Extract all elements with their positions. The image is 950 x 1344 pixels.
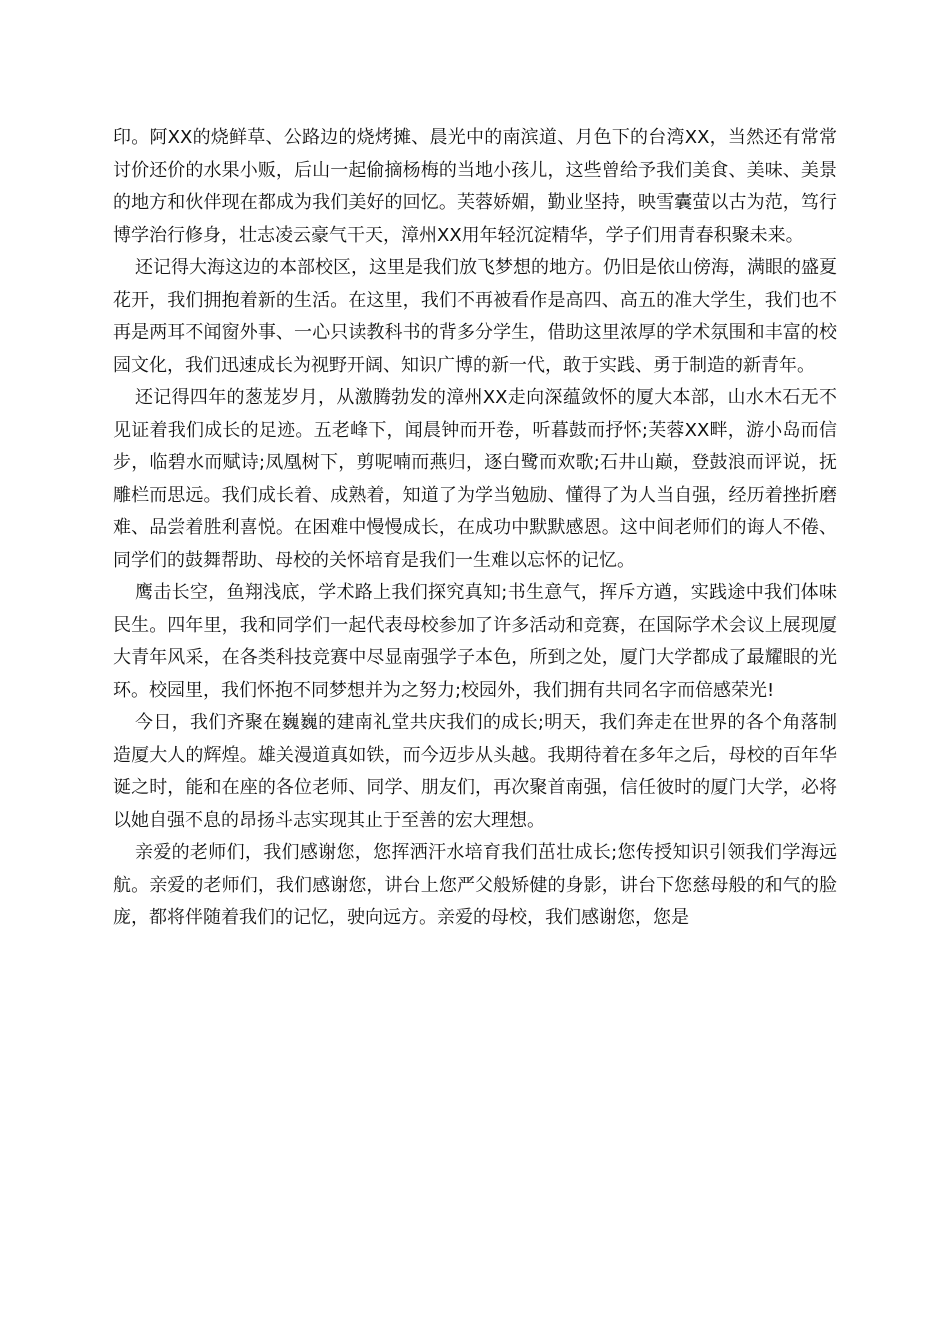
paragraph-5: 今日，我们齐聚在巍巍的建南礼堂共庆我们的成长;明天，我们奔走在世界的各个角落制造厦大人的辉煌。雄关漫道真如铁，而今迈步从头越。我期待着在多年之后，母校的百年华诞之时，能和在座的各位老师、同学、朋友们，再次聚首南强，信任彼时的厦门大学，必将以她自强不息的昂扬斗志实现其止于至善的宏大理想。 <box>113 712 837 831</box>
paragraph-4: 鹰击长空，鱼翔浅底，学术路上我们探究真知;书生意气，挥斥方遒，实践途中我们体味民生。四年里，我和同学们一起代表母校参加了许多活动和竞赛，在国际学术会议上展现厦大青年风采，在各类科技竞赛中尽显南强学子本色，所到之处，厦门大学都成了最耀眼的光环。校园里，我们怀抱不同梦想并为之努力;校园外，我们拥有共同名字而倍感荣光! <box>113 582 837 701</box>
paragraph-2: 还记得大海这边的本部校区，这里是我们放飞梦想的地方。仍旧是依山傍海，满眼的盛夏花开，我们拥抱着新的生活。在这里，我们不再被看作是高四、高五的准大学生，我们也不再是两耳不闻窗外事、一心只读教科书的背多分学生，借助这里浓厚的学术氛围和丰富的校园文化，我们迅速成长为视野开阔、知识广博的新一代，敢于实践、勇于制造的新青年。 <box>113 257 837 376</box>
document-body <box>113 122 837 935</box>
paragraph-1: 印。阿XX的烧鲜草、公路边的烧烤摊、晨光中的南滨道、月色下的台湾XX，当然还有常常讨价还价的水果小贩，后山一起偷摘杨梅的当地小孩儿，这些曾给予我们美食、美味、美景的地方和伙伴现在都成为我们美好的回忆。芙蓉娇媚，勤业坚持，映雪囊萤以古为范，笃行博学治行修身，壮志凌云豪气干天，漳州XX用年轻沉淀精华，学子们用青春积聚未来。 <box>113 127 837 246</box>
paragraph-6: 亲爱的老师们，我们感谢您，您挥洒汗水培育我们茁壮成长;您传授知识引领我们学海远航。亲爱的老师们，我们感谢您，讲台上您严父般矫健的身影，讲台下您慈母般的和气的脸庞，都将伴随着我们的记忆，驶向远方。亲爱的母校，我们感谢您，您是 <box>113 842 837 928</box>
paragraph-3: 还记得四年的葱茏岁月，从激腾勃发的漳州XX走向深蕴敛怀的厦大本部，山水木石无不见证着我们成长的足迹。五老峰下，闻晨钟而开卷，听暮鼓而抒怀;芙蓉XX畔，游小岛而信步，临碧水而赋诗;凤凰树下，剪呢喃而燕归，逐白鹭而欢歌;石井山巅，登鼓浪而评说，抚雕栏而思远。我们成长着、成熟着，知道了为学当勉励、懂得了为人当自强，经历着挫折磨难、品尝着胜利喜悦。在困难中慢慢成长，在成功中默默感恩。这中间老师们的诲人不倦、同学们的鼓舞帮助、母校的关怀培育是我们一生难以忘怀的记忆。 <box>113 387 837 571</box>
